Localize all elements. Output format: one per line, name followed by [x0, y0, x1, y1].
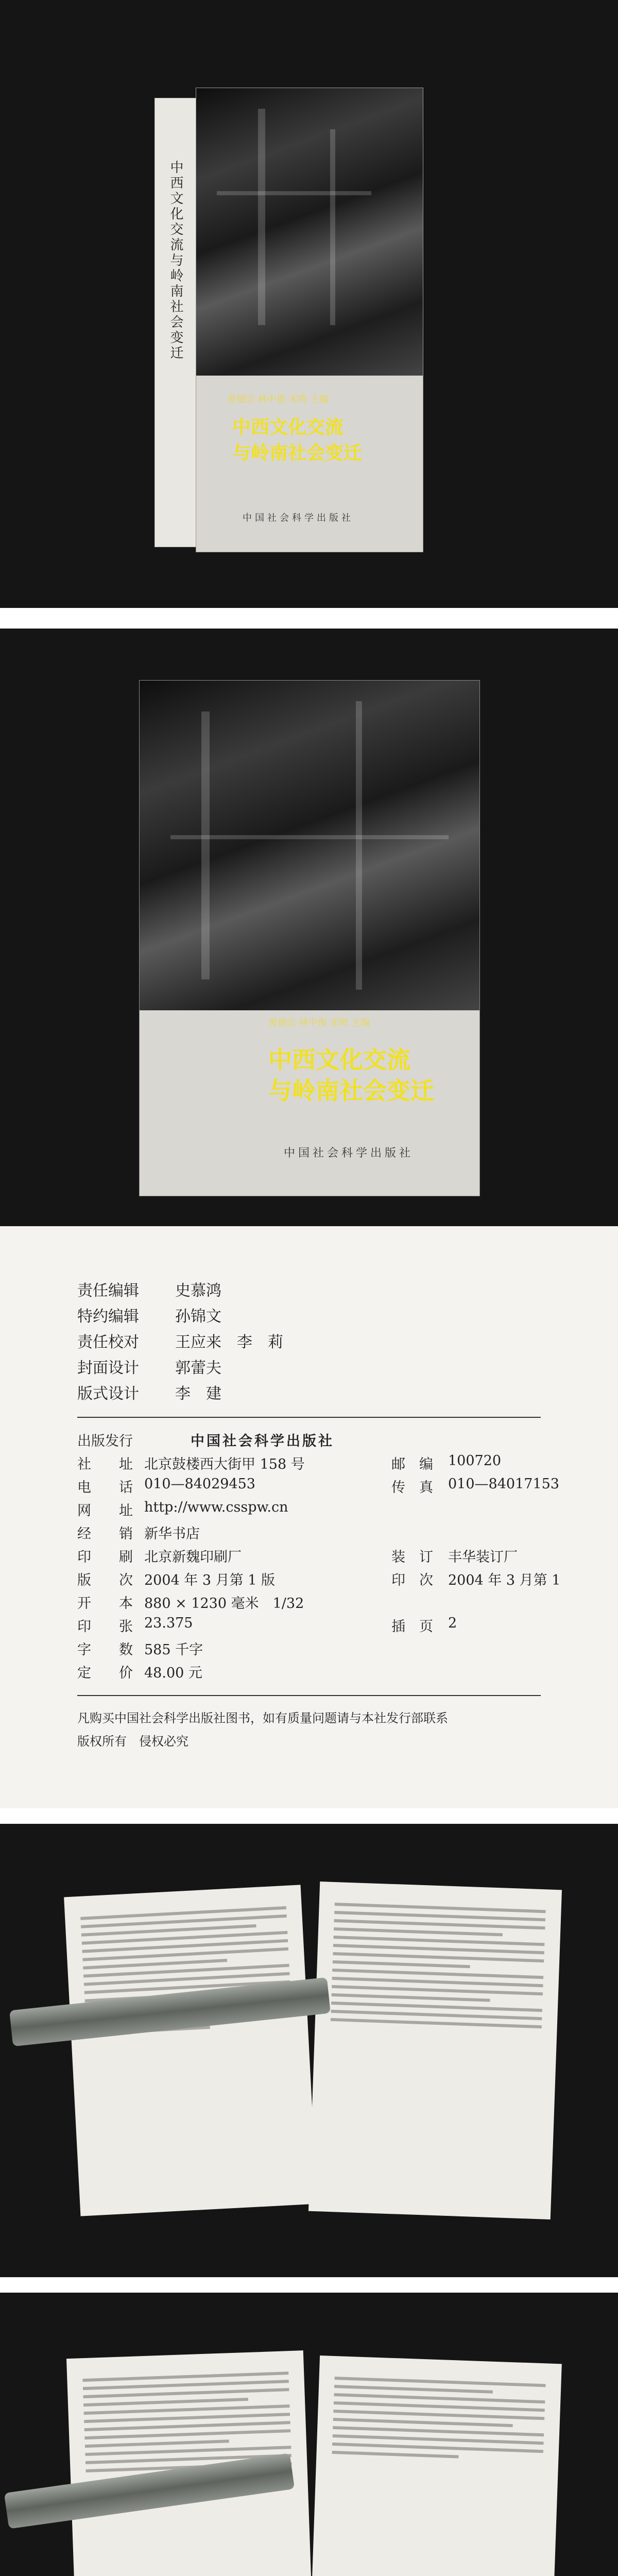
copyright-page [0, 1226, 618, 1808]
printer-value: 北京新魏印刷厂 [144, 1549, 242, 1565]
photo-panel-open-book-1 [0, 1824, 618, 2277]
credit-role-3: 责任校对 [77, 1333, 139, 1351]
credit-role-4: 封面设计 [77, 1359, 139, 1377]
cover-editors: 黄德宗 林中俊 宋鸣 主编 [227, 394, 329, 405]
credit-name-1: 史慕鸿 [175, 1282, 221, 1300]
address-value: 北京鼓楼西大街甲 158 号 [144, 1456, 305, 1472]
photo-panel-angled-book [0, 0, 618, 608]
credit-role-5: 版式设计 [77, 1385, 139, 1403]
left-page [64, 1885, 317, 2216]
distributor-value: 新华书店 [144, 1526, 200, 1542]
publisher-label: 出版发行 [77, 1433, 133, 1449]
cover-title-line1: 中西文化交流 [232, 416, 344, 438]
fax-value: 010—84017153 [448, 1476, 559, 1492]
credit-name-3: 王应来 李 莉 [175, 1333, 283, 1351]
publisher-name: 中国社会科学出版社 [191, 1433, 334, 1449]
cover-publisher: 中国社会科学出版社 [243, 513, 354, 523]
printer-label: 印 刷 [77, 1549, 133, 1565]
edition-value: 2004 年 3 月第 1 版 [144, 1572, 275, 1588]
front-cover-title-line2: 与岭南社会变迁 [268, 1077, 434, 1105]
format-label: 开 本 [77, 1596, 133, 1612]
price-label: 定 价 [77, 1665, 133, 1681]
phone-label: 电 话 [77, 1480, 133, 1496]
fax-label: 传 真 [391, 1480, 433, 1496]
impression-value: 2004 年 3 月第 1 [448, 1572, 561, 1588]
credit-name-4: 郭蕾夫 [175, 1359, 221, 1377]
cover-photo [196, 88, 423, 376]
book-angled [154, 88, 422, 551]
front-cover-photo [140, 681, 479, 1010]
cover-title-line2: 与岭南社会变迁 [232, 442, 363, 464]
price-value: 48.00 元 [144, 1665, 202, 1681]
plates-label: 插 页 [391, 1619, 433, 1635]
web-value: http://www.csspw.cn [144, 1499, 288, 1515]
book-front-cover [139, 680, 480, 1196]
address-label: 社 址 [77, 1456, 133, 1472]
postcode-label: 邮 编 [391, 1456, 433, 1472]
web-label: 网 址 [77, 1503, 133, 1519]
book-spine [154, 98, 197, 547]
front-cover-editors: 黄德宗 林中俊 宋鸣 主编 [268, 1018, 370, 1028]
notice-line1: 凡购买中国社会科学出版社图书，如有质量问题请与本社发行部联系 [77, 1711, 448, 1725]
binding-label: 装 订 [391, 1549, 433, 1565]
front-cover-publisher: 中国社会科学出版社 [284, 1147, 414, 1160]
front-cover-title-line1: 中西文化交流 [268, 1046, 410, 1074]
spine-title: 中西文化交流与岭南社会变迁 [168, 160, 183, 361]
format-value: 880 × 1230 毫米 1/32 [144, 1596, 304, 1612]
sheets-value: 23.375 [144, 1615, 193, 1631]
credit-name-2: 孙锦文 [175, 1308, 221, 1326]
postcode-value: 100720 [448, 1453, 502, 1469]
right-page [308, 1882, 562, 2219]
phone-value: 010—84029453 [144, 1476, 255, 1492]
edition-label: 版 次 [77, 1572, 133, 1588]
sheets-label: 印 张 [77, 1619, 133, 1635]
right-page-2 [308, 2355, 562, 2576]
notice-line2: 版权所有 侵权必究 [77, 1734, 188, 1749]
distributor-label: 经 销 [77, 1526, 133, 1542]
credit-role-1: 责任编辑 [77, 1282, 139, 1300]
credit-name-5: 李 建 [175, 1385, 221, 1403]
photo-panel-open-book-2 [0, 2293, 618, 2576]
credit-role-2: 特约编辑 [77, 1308, 139, 1326]
words-value: 585 千字 [144, 1642, 203, 1658]
plates-value: 2 [448, 1615, 457, 1631]
impression-label: 印 次 [391, 1572, 433, 1588]
binding-value: 丰华装订厂 [448, 1549, 518, 1565]
words-label: 字 数 [77, 1642, 133, 1658]
book-cover [196, 88, 423, 552]
